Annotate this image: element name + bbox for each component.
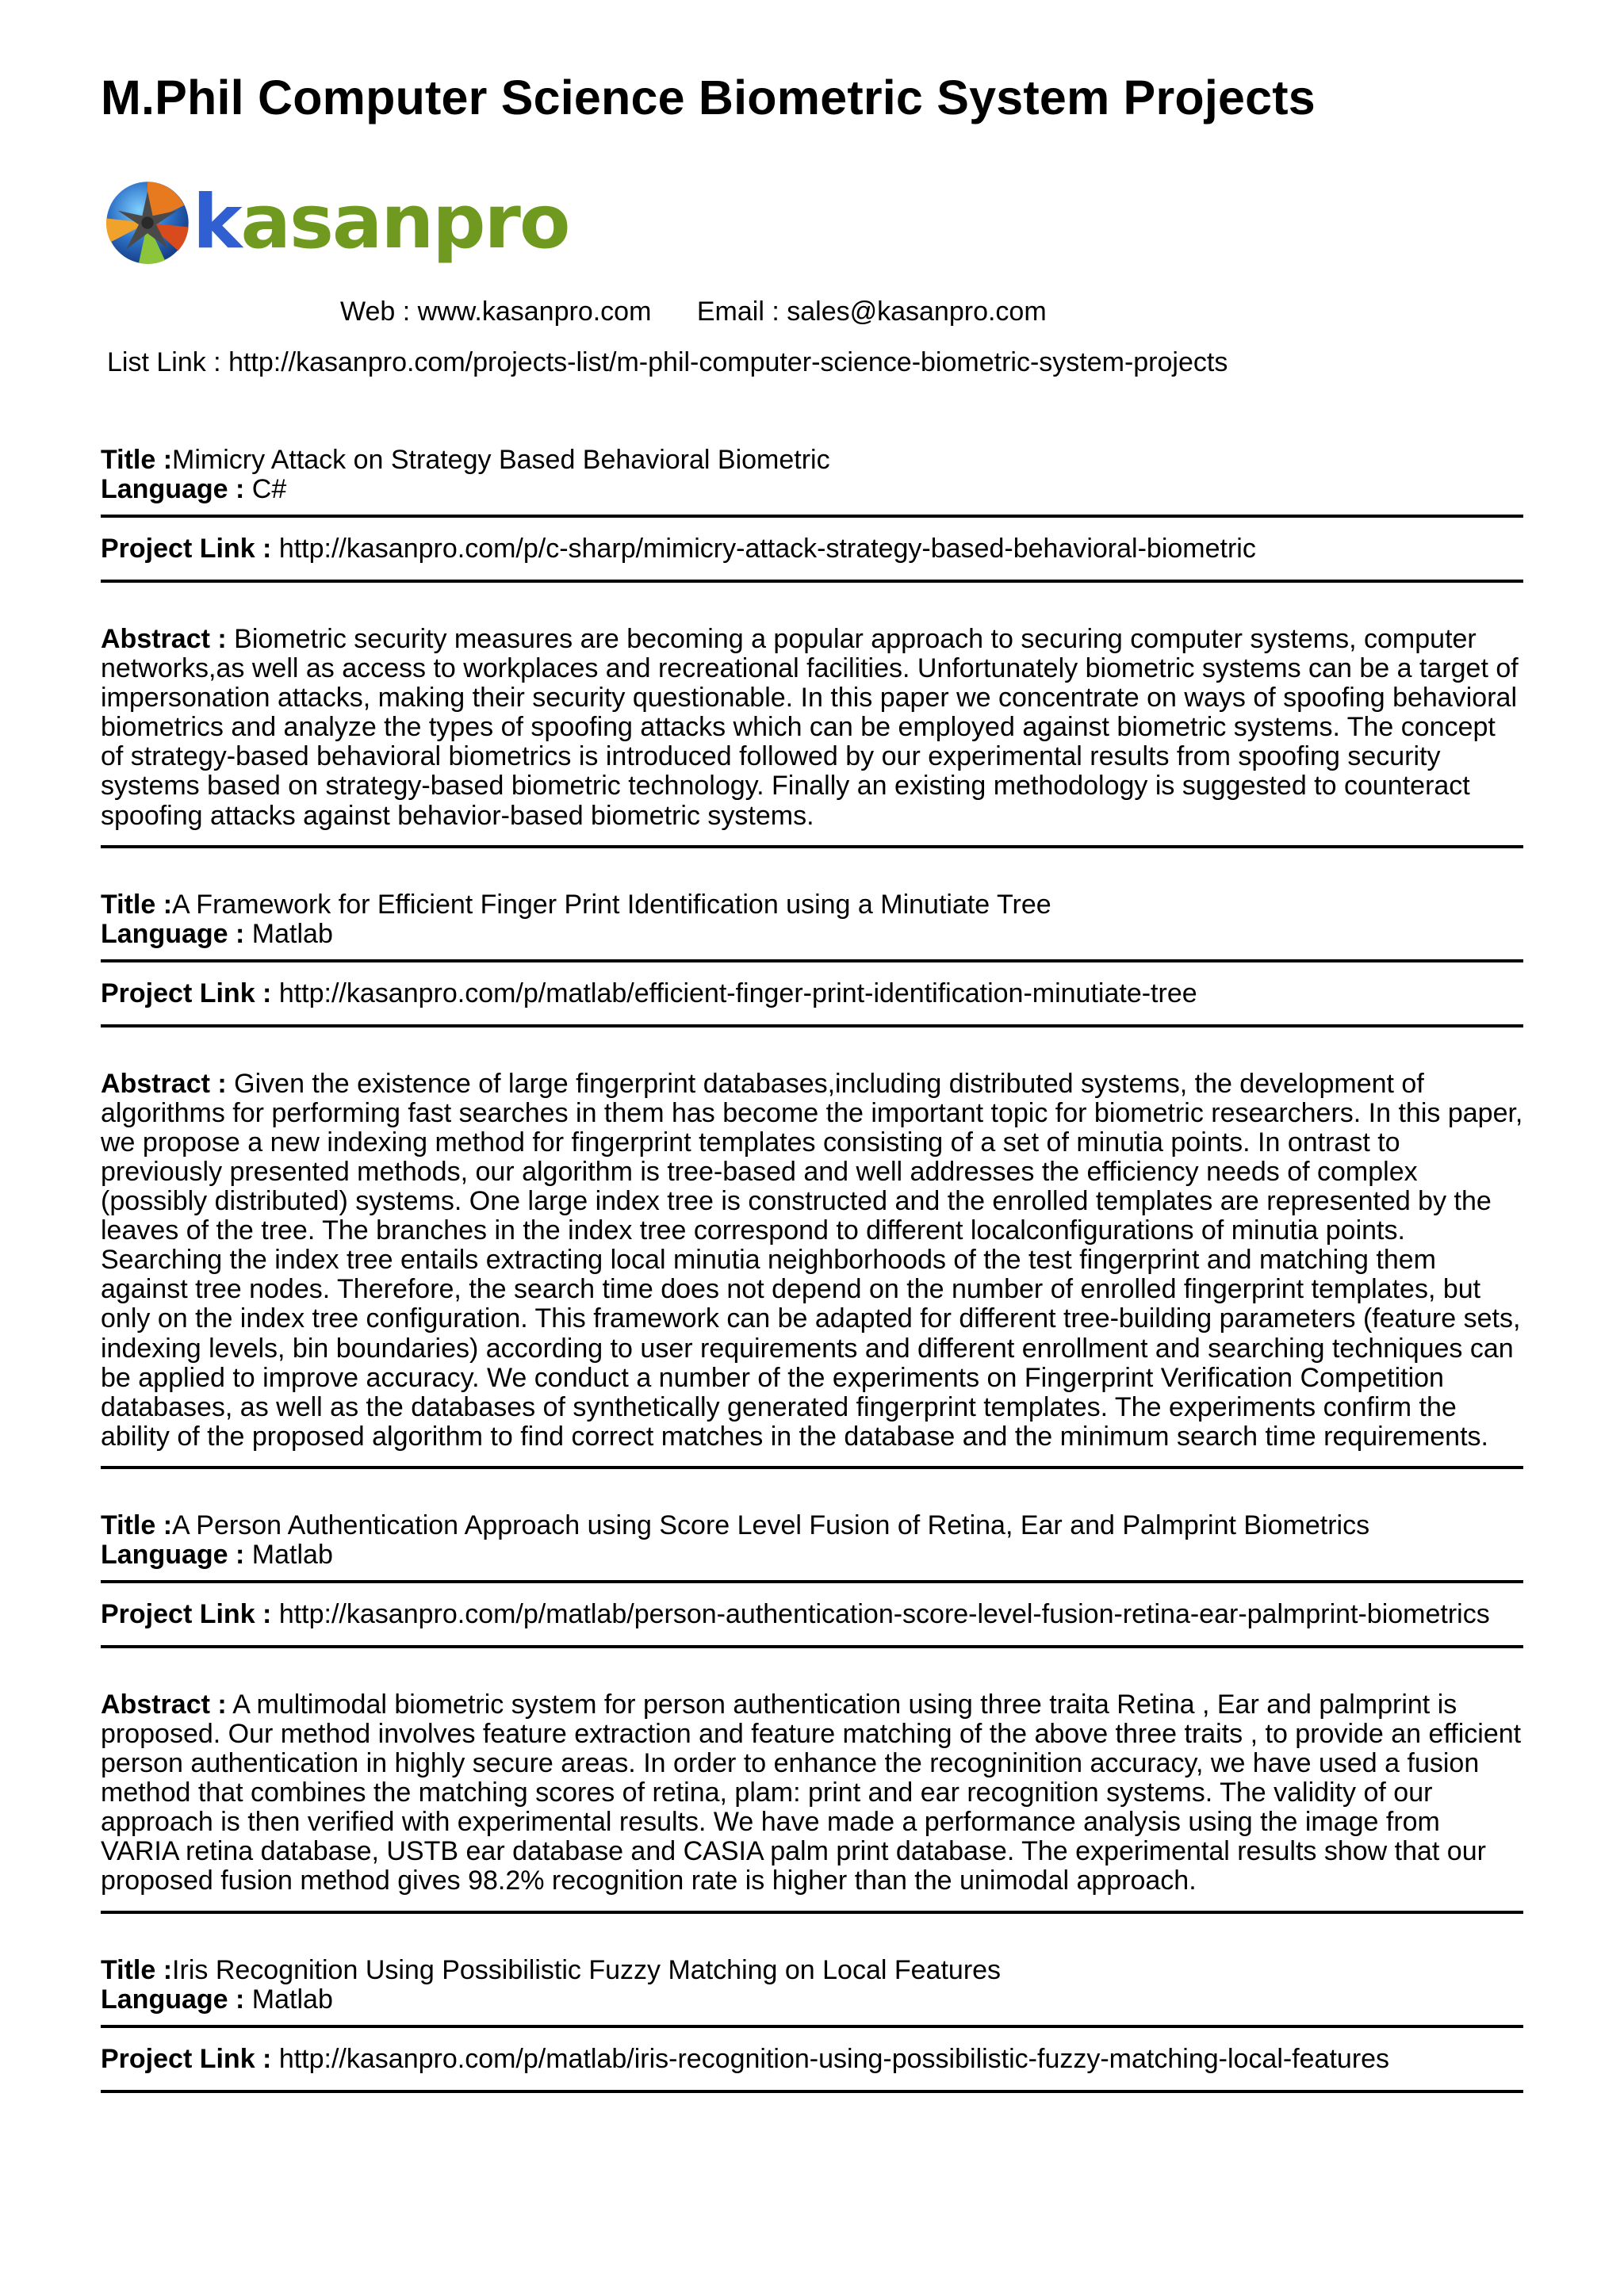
project-title: Mimicry Attack on Strategy Based Behavioral Biometric <box>172 445 830 475</box>
project-link[interactable]: http://kasanpro.com/p/matlab/efficient-finger-print-identification-minutiate-tree <box>278 978 1197 1008</box>
project-language: C# <box>251 474 287 504</box>
project-meta <box>101 848 1523 959</box>
project-language-line <box>101 1540 1523 1570</box>
project-entry <box>101 848 1523 1469</box>
project-title-line <box>101 1956 1523 1985</box>
project-link[interactable]: http://kasanpro.com/p/c-sharp/mimicry-attack-strategy-based-behavioral-biometric <box>278 534 1256 564</box>
divider <box>101 2090 1523 2093</box>
project-entry <box>101 446 1523 848</box>
abstract-text: Given the existence of large fingerprint databases,including distributed systems, the development of algorithms for performing fast searches in them has become the important topic for biometric researchers. In this paper, we propose a new indexing method for fingerprint templates consisting of a set of minutia points. In ontrast to previously presented methods, our algorithm is tree-based and well addresses the efficiency needs of complex (possibly distributed) systems. One large index tree is constructed and the enrolled templates are represented by the leaves of the tree. The branches in the index tree correspond to different localconfigurations of minutia points. Searching the index tree entails extracting local minutia neighborhoods of the test fingerprint and matching them against tree nodes. Therefore, the search time does not depend on the number of enrolled fingerprint templates, but only on the index tree configuration. This framework can be adapted for different tree-building parameters (feature sets, indexing levels, bin boundaries) according to user requirements and different enrollment and searching techniques can be applied to improve accuracy. We conduct a number of the experiments on Fingerprint Verification Competition databases, as well as the databases of synthetically generated fingerprint templates. The experiments confirm the ability of the proposed algorithm to find correct matches in the database and the minimum search time requirements. <box>101 1068 1523 1452</box>
document-title: M.Phil Computer Science Biometric System Projects <box>101 71 1316 124</box>
project-link-label: Project Link : <box>101 2043 272 2074</box>
kasanpro-star-logo-icon <box>104 179 191 266</box>
project-language: Matlab <box>251 1539 333 1570</box>
abstract-text: Biometric security measures are becoming a popular approach to securing computer systems, computer networks,as well as access to workplaces and recreational facilities. Unfortunately biometric systems can be a target of impersonation attacks, making their security questionable. In this paper we concentrate on ways of spoofing behavioral biometrics and analyze the types of spoofing attacks which can be employed against biometric systems. The concept of strategy-based behavioral biometrics is introduced followed by our experimental results from spoofing security systems based on strategy-based biometric technology. Finally an existing methodology is suggested to counteract spoofing attacks against behavior-based biometric systems. <box>101 624 1519 831</box>
project-language-line <box>101 920 1523 949</box>
project-title-line <box>101 890 1523 920</box>
project-meta <box>101 1469 1523 1580</box>
project-title-line <box>101 1511 1523 1540</box>
project-language: Matlab <box>251 1984 333 2015</box>
title-label: Title : <box>101 445 173 475</box>
project-language: Matlab <box>251 918 333 949</box>
project-entry <box>101 1914 1523 2093</box>
project-link-label: Project Link : <box>101 534 272 564</box>
project-abstract <box>101 1027 1523 1466</box>
project-title: A Framework for Efficient Finger Print Identification using a Minutiate Tree <box>172 889 1051 920</box>
project-title-line <box>101 446 1523 475</box>
project-link-line <box>101 962 1523 1024</box>
title-label: Title : <box>101 1954 173 1985</box>
language-label: Language : <box>101 1539 245 1570</box>
project-link-line <box>101 2028 1523 2090</box>
language-label: Language : <box>101 474 245 504</box>
title-label: Title : <box>101 889 173 920</box>
project-link[interactable]: http://kasanpro.com/p/matlab/person-authentication-score-level-fusion-retina-ear-palmprint-biometrics <box>278 1598 1490 1629</box>
project-list <box>101 446 1523 2093</box>
email-link[interactable]: Email : sales@kasanpro.com <box>696 297 1047 327</box>
list-link[interactable]: List Link : http://kasanpro.com/projects-list/m-phil-computer-science-biometric-system-projects <box>107 347 1228 377</box>
kasanpro-wordmark: kasanpro <box>193 179 569 266</box>
abstract-label: Abstract : <box>101 624 227 654</box>
project-link-line <box>101 518 1523 580</box>
project-title: Iris Recognition Using Possibilistic Fuzzy Matching on Local Features <box>172 1954 1002 1985</box>
project-link-label: Project Link : <box>101 978 272 1008</box>
contact-line <box>340 295 1523 328</box>
project-language-line <box>101 1985 1523 2015</box>
language-label: Language : <box>101 1984 245 2015</box>
project-meta <box>101 446 1523 515</box>
project-abstract <box>101 583 1523 845</box>
abstract-label: Abstract : <box>101 1068 227 1099</box>
project-title: A Person Authentication Approach using Score Level Fusion of Retina, Ear and Palmprint Biometrics <box>172 1510 1370 1540</box>
abstract-text: A multimodal biometric system for person authentication using three traita Retina , Ear and palmprint is proposed. Our method involves feature extraction and feature matching of the above three traits , to provide an efficient person authentication in highly secure areas. In order to enhance the recogninition accuracy, we have used a fusion method that combines the matching scores of retina, plam: print and ear recognition systems. The validity of our approach is then verified with experimental results. We have made a performance analysis using the image from VARIA retina database, USTB ear database and CASIA palm print database. The experimental results show that our proposed fusion method gives 98.2% recognition rate is higher than the unimodal approach. <box>101 1689 1522 1896</box>
title-label: Title : <box>101 1510 173 1540</box>
project-meta <box>101 1914 1523 2025</box>
language-label: Language : <box>101 918 245 949</box>
kasanpro-logo <box>104 179 1523 266</box>
project-link[interactable]: http://kasanpro.com/p/matlab/iris-recognition-using-possibilistic-fuzzy-matching-local-features <box>278 2043 1390 2074</box>
project-language-line <box>101 475 1523 504</box>
project-link-line <box>101 1583 1523 1645</box>
web-link[interactable]: Web : www.kasanpro.com <box>340 297 652 327</box>
project-entry <box>101 1469 1523 1914</box>
abstract-label: Abstract : <box>101 1689 227 1720</box>
project-link-label: Project Link : <box>101 1598 272 1629</box>
project-abstract <box>101 1648 1523 1911</box>
